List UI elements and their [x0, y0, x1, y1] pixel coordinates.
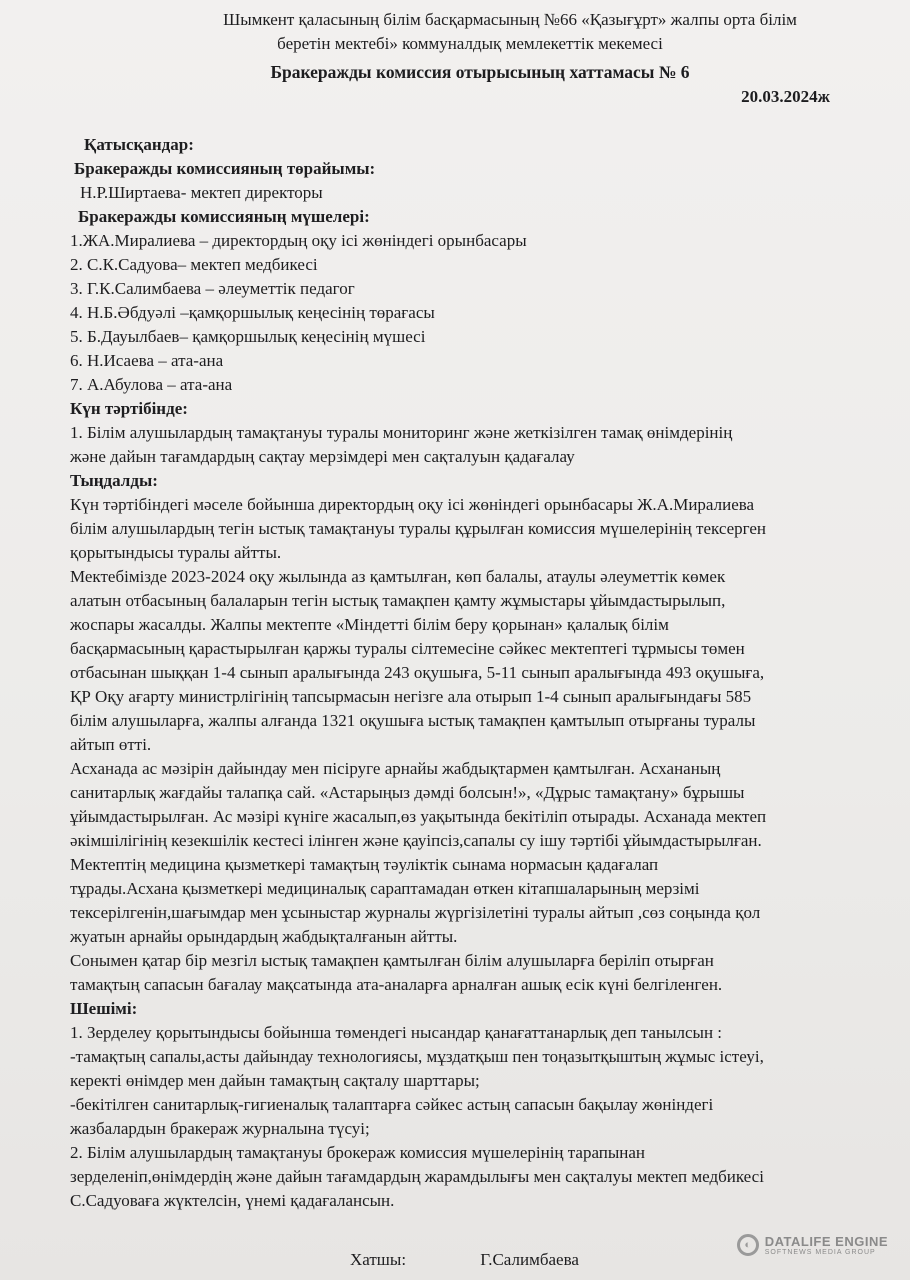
heard-line: Асханада ас мәзірін дайындау мен пісіруге арнайы жабдықтармен қамтылған. Асхананың [70, 759, 721, 778]
member-item: 2. С.К.Садуова– мектеп медбикесі [70, 255, 318, 274]
signature-line [350, 1250, 649, 1270]
protocol-title: Бракеражды комиссия отырысының хаттамасы № 6 [270, 62, 690, 82]
heard-line: қорытындысы туралы айтты. [70, 543, 282, 562]
watermark-title: DATALIFE ENGINE [764, 1234, 888, 1249]
decision-line: -бекітілген санитарлық-гигиеналық талаптарға сәйкес астың сапасын бақылау жөніндегі [70, 1095, 714, 1114]
secretary-label: Хатшы: [350, 1250, 407, 1269]
heard-line: білім алушылардың тегін ыстық тамақтануы туралы құрылған комиссия мүшелерінің тексерген [70, 519, 767, 538]
chair-heading: Бракеражды комиссияның төрайымы: [74, 159, 376, 178]
heard-line: Мектептің медицина қызметкері тамақтың тәуліктік сынама нормасын қадағалап [70, 855, 659, 874]
secretary-name: Г.Салимбаева [480, 1250, 579, 1269]
heard-line: тамақтың сапасын бағалау мақсатында ата-аналарға арналған ашық есік күні белгіленген. [70, 975, 723, 994]
decision-heading: Шешімі: [70, 999, 138, 1018]
members-list [70, 229, 870, 397]
decision-line: 2. Білім алушылардың тамақтануы брокераж комиссия мүшелерінің тарапынан [70, 1143, 646, 1162]
decision-line: зерделеніп,өнімдердің және дайын тағамдардың жарамдылығы мен сақталуы мектеп медбикесі [70, 1167, 764, 1186]
heard-line: тұрады.Асхана қызметкері медициналық сараптамадан өткен кітапшаларының мерзімі [70, 879, 700, 898]
heard-line: алатын отбасының балаларын тегін ыстық тамақпен қамту жұмыстары ұйымдастырылып, [70, 591, 726, 610]
heard-heading: Тыңдалды: [70, 471, 158, 490]
decision-line: керекті өнімдер мен дайын тамақтың сақталу шарттары; [70, 1071, 480, 1090]
decision-line: С.Садуоваға жүктелсін, үнемі қадағалансын. [70, 1191, 395, 1210]
decision-text [70, 1021, 870, 1213]
agenda-line: және дайын тағамдардың сақтау мерзімдері мен сақталуын қадағалау [70, 447, 575, 466]
heard-text [70, 493, 870, 997]
heard-line: санитарлық жағдайы талапқа сай. «Астарыңыз дәмді болсын!», «Дұрыс тамақтану» бұрышы [70, 783, 745, 802]
member-item: 3. Г.К.Салимбаева – әлеуметтік педагог [70, 279, 355, 298]
heard-line: әкімшілігінің кезекшілік кестесі ілінген және қауіпсіз,сапалы су ішу тәртібі ұйымдастырылған. [70, 831, 762, 850]
watermark-logo [737, 1234, 888, 1256]
heard-line: жоспары жасалды. Жалпы мектепте «Міндетті білім беру қорынан» қалалық білім [70, 615, 669, 634]
member-item: 5. Б.Дауылбаев– қамқоршылық кеңесінің мүшесі [70, 327, 426, 346]
heard-line: Мектебімізде 2023-2024 оқу жылында аз қамтылған, көп балалы, атаулы әлеуметтік көмек [70, 567, 726, 586]
members-heading: Бракеражды комиссияның мүшелері: [78, 207, 370, 226]
heard-line: білім алушыларға, жалпы алғанда 1321 оқушыға ыстық тамақпен қамтылып отырғаны туралы [70, 711, 756, 730]
decision-line: 1. Зерделеу қорытындысы бойынша төмендегі нысандар қанағаттанарлық деп танылсын : [70, 1023, 723, 1042]
protocol-date: 20.03.2024ж [741, 87, 830, 106]
heard-line: Күн тәртібіндегі мәселе бойынша директордың оқу ісі жөніндегі орынбасары Ж.А.Миралиева [70, 495, 755, 514]
heard-line: отбасынан шыққан 1-4 сынып аралығында 243 оқушыға, 5-11 сынып аралығында 493 оқушыға, [70, 663, 765, 682]
datalife-logo-icon: ◐ [737, 1234, 759, 1256]
agenda-line: 1. Білім алушылардың тамақтануы туралы мониторинг және жеткізілген тамақ өнімдерінің [70, 423, 733, 442]
heard-line: тексерілгенін,шағымдар мен ұсыныстар журналы жүргізілетіні туралы айтып ,сөз соңында қол [70, 903, 761, 922]
agenda-heading: Күн тәртібінде: [70, 399, 188, 418]
member-item: 7. А.Абулова – ата-ана [70, 375, 233, 394]
watermark-subtitle: SOFTNEWS MEDIA GROUP [764, 1249, 876, 1256]
heard-line: айтып өтті. [70, 735, 152, 754]
decision-line: -тамақтың сапалы,асты дайындау технологиясы, мұздатқыш пен тоңазытқыштың жұмыс істеуі, [70, 1047, 764, 1066]
heard-line: ҚР Оқу ағарту министрлігінің тапсырмасын негізге ала отырып 1-4 сынып аралығындағы 585 [70, 687, 752, 706]
heard-line: Сонымен қатар бір мезгіл ыстық тамақпен қамтылған білім алушыларға беріліп отырған [70, 951, 714, 970]
member-item: 4. Н.Б.Әбдуәлі –қамқоршылық кеңесінің төрағасы [70, 303, 435, 322]
member-item: 6. Н.Исаева – ата-ана [70, 351, 224, 370]
header-line-2: беретін мектебі» коммуналдық мемлекеттік мекемесі [277, 34, 663, 53]
agenda-text [70, 421, 870, 469]
heard-line: жуатын арнайы орындардың жабдықталғанын айтты. [70, 927, 458, 946]
document-header [70, 8, 870, 56]
header-line-1: Шымкент қаласының білім басқармасының №66 «Қазығұрт» жалпы орта білім [223, 10, 797, 29]
heard-line: ұйымдастырылған. Ас мәзірі күніге жасалып,өз уақытында бекітіліп отырады. Асханада мектеп [70, 807, 767, 826]
heard-line: басқармасының қарастырылған қаржы туралы сілтемесіне сәйкес мектептегі тұрмысы төмен [70, 639, 745, 658]
chair-name: Н.Р.Ширтаева- мектеп директоры [80, 183, 323, 202]
participants-heading: Қатысқандар: [84, 135, 194, 154]
decision-line: жазбалардын бракераж журналына түсуі; [70, 1119, 370, 1138]
member-item: 1.ЖА.Миралиева – директордың оқу ісі жөніндегі орынбасары [70, 231, 527, 250]
